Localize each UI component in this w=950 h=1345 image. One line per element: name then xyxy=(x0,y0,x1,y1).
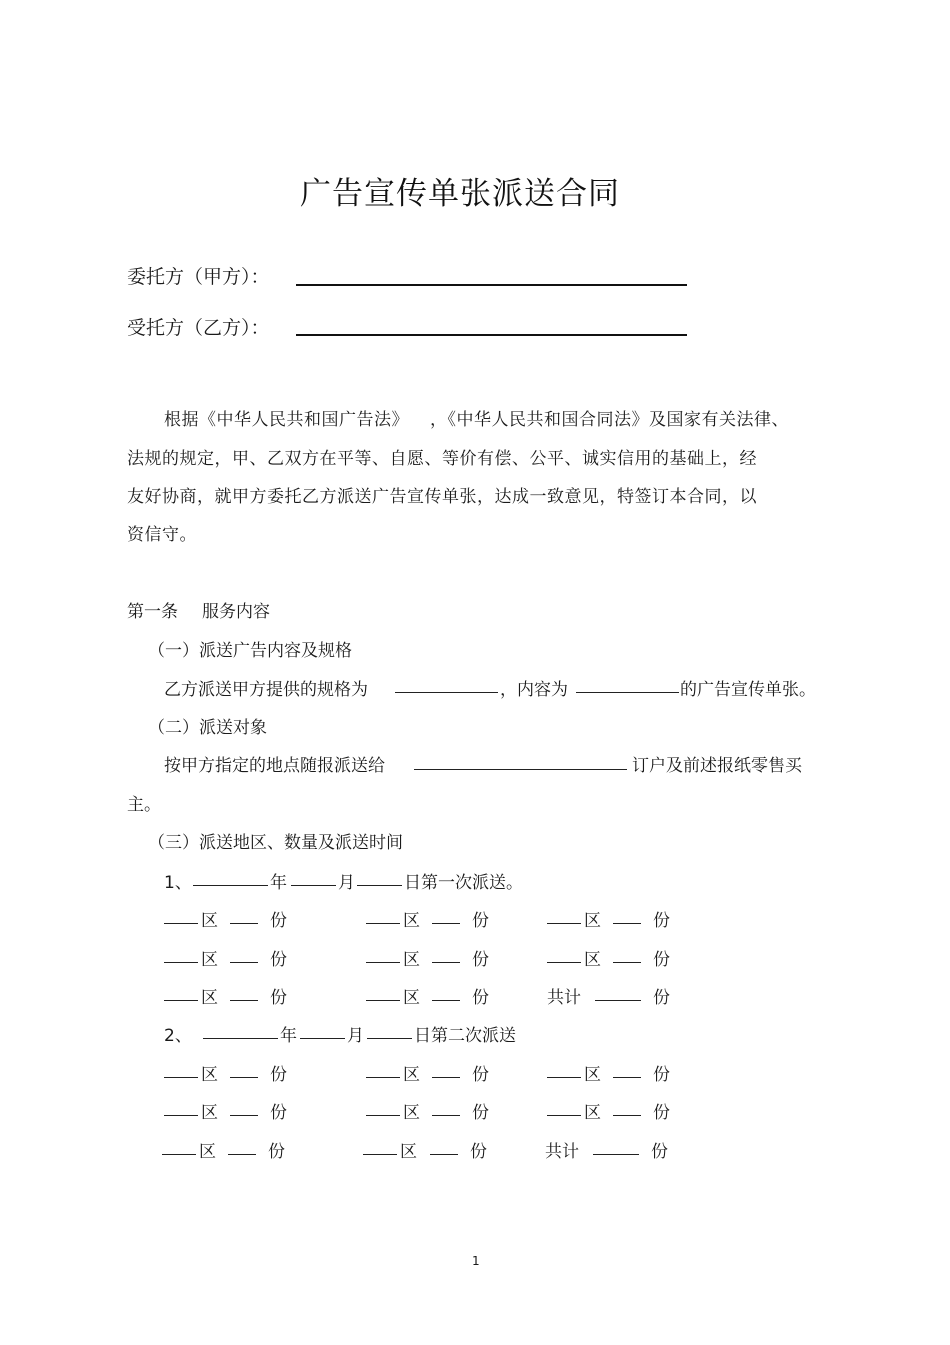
intro-line-1b: ，《中华人民共和国合同法》及国家有关法律、 xyxy=(430,410,789,430)
spec-text-a: 乙方派送甲方提供的规格为 xyxy=(164,680,368,700)
copies-blank[interactable] xyxy=(430,1154,458,1155)
copies-label: 份 xyxy=(653,950,670,970)
first-month-label: 月 xyxy=(338,873,355,893)
copies-label: 份 xyxy=(653,988,670,1008)
district-label: 区 xyxy=(403,1103,420,1123)
first-month-blank[interactable] xyxy=(291,885,336,886)
target-text-c: 主。 xyxy=(127,795,161,815)
copies-blank[interactable] xyxy=(230,1000,258,1001)
total-blank[interactable] xyxy=(595,1000,641,1001)
district-label: 区 xyxy=(403,911,420,931)
second-delivery-number: 2、 xyxy=(164,1026,192,1046)
intro-line-4: 资信守。 xyxy=(127,525,197,545)
copies-blank[interactable] xyxy=(613,962,641,963)
district-blank[interactable] xyxy=(366,1000,400,1001)
target-text-a: 按甲方指定的地点随报派送给 xyxy=(164,756,385,776)
copies-label: 份 xyxy=(270,911,287,931)
copies-label: 份 xyxy=(472,911,489,931)
district-label: 区 xyxy=(403,950,420,970)
first-day-blank[interactable] xyxy=(357,885,402,886)
copies-label: 份 xyxy=(472,1103,489,1123)
district-blank[interactable] xyxy=(366,923,400,924)
district-label: 区 xyxy=(584,911,601,931)
copies-blank[interactable] xyxy=(228,1154,256,1155)
second-day-blank[interactable] xyxy=(367,1038,412,1039)
copies-blank[interactable] xyxy=(432,1077,460,1078)
copies-label: 份 xyxy=(270,950,287,970)
first-delivery-number: 1、 xyxy=(164,873,192,893)
copies-blank[interactable] xyxy=(432,923,460,924)
copies-blank[interactable] xyxy=(230,962,258,963)
district-blank[interactable] xyxy=(547,1115,581,1116)
copies-blank[interactable] xyxy=(432,1000,460,1001)
second-month-blank[interactable] xyxy=(300,1038,345,1039)
district-label: 区 xyxy=(584,1103,601,1123)
copies-label: 份 xyxy=(472,950,489,970)
article-1-title: 服务内容 xyxy=(202,602,270,622)
contractor-label: 受托方（乙方）： xyxy=(127,317,270,339)
intro-line-3: 友好协商，就甲方委托乙方派送广告宣传单张，达成一致意见，特签订本合同，以 xyxy=(127,487,757,507)
total-label: 共计 xyxy=(547,988,581,1008)
page-number: 1 xyxy=(472,1254,480,1268)
document-title: 广告宣传单张派送合同 xyxy=(300,176,620,212)
district-blank[interactable] xyxy=(164,1077,198,1078)
district-blank[interactable] xyxy=(366,1115,400,1116)
copies-blank[interactable] xyxy=(432,962,460,963)
district-label: 区 xyxy=(201,911,218,931)
subsection-1-heading: （一）派送广告内容及规格 xyxy=(148,641,352,661)
district-blank[interactable] xyxy=(164,923,198,924)
district-blank[interactable] xyxy=(366,962,400,963)
district-label: 区 xyxy=(201,988,218,1008)
copies-label: 份 xyxy=(470,1142,487,1162)
subsection-2-heading: （二）派送对象 xyxy=(148,718,267,738)
copies-label: 份 xyxy=(472,1065,489,1085)
spec-text-b: ，内容为 xyxy=(500,680,568,700)
copies-label: 份 xyxy=(653,1065,670,1085)
copies-blank[interactable] xyxy=(230,923,258,924)
district-blank[interactable] xyxy=(164,1000,198,1001)
spec-blank[interactable] xyxy=(395,692,498,693)
spec-text-c: 的广告宣传单张。 xyxy=(680,680,816,700)
second-year-blank[interactable] xyxy=(203,1038,278,1039)
article-1-number: 第一条 xyxy=(127,602,178,622)
total-blank[interactable] xyxy=(593,1154,639,1155)
target-text-b: 订户及前述报纸零售买 xyxy=(632,756,802,776)
district-blank[interactable] xyxy=(164,1115,198,1116)
content-blank[interactable] xyxy=(576,692,679,693)
district-label: 区 xyxy=(403,988,420,1008)
district-label: 区 xyxy=(400,1142,417,1162)
copies-label: 份 xyxy=(268,1142,285,1162)
district-label: 区 xyxy=(201,1103,218,1123)
copies-label: 份 xyxy=(653,911,670,931)
copies-label: 份 xyxy=(270,1065,287,1085)
copies-label: 份 xyxy=(472,988,489,1008)
district-label: 区 xyxy=(199,1142,216,1162)
intro-line-1a: 根据《中华人民共和国广告法》 xyxy=(164,410,409,430)
district-label: 区 xyxy=(584,950,601,970)
copies-blank[interactable] xyxy=(432,1115,460,1116)
subsection-3-heading: （三）派送地区、数量及派送时间 xyxy=(148,833,403,853)
copies-label: 份 xyxy=(651,1142,668,1162)
copies-blank[interactable] xyxy=(613,1115,641,1116)
client-blank[interactable] xyxy=(296,284,687,286)
district-blank[interactable] xyxy=(366,1077,400,1078)
district-label: 区 xyxy=(403,1065,420,1085)
district-blank[interactable] xyxy=(164,962,198,963)
copies-blank[interactable] xyxy=(230,1077,258,1078)
total-label: 共计 xyxy=(545,1142,579,1162)
second-delivery-suffix: 日第二次派送 xyxy=(414,1026,516,1046)
district-label: 区 xyxy=(201,950,218,970)
copies-label: 份 xyxy=(653,1103,670,1123)
client-label: 委托方（甲方）： xyxy=(127,266,270,288)
copies-label: 份 xyxy=(270,988,287,1008)
second-month-label: 月 xyxy=(347,1026,364,1046)
newspaper-blank[interactable] xyxy=(414,769,627,770)
contractor-blank[interactable] xyxy=(296,334,687,336)
copies-label: 份 xyxy=(270,1103,287,1123)
district-blank[interactable] xyxy=(547,962,581,963)
district-label: 区 xyxy=(584,1065,601,1085)
copies-blank[interactable] xyxy=(613,1077,641,1078)
first-year-label: 年 xyxy=(270,873,287,893)
copies-blank[interactable] xyxy=(230,1115,258,1116)
district-blank[interactable] xyxy=(162,1154,196,1155)
district-blank[interactable] xyxy=(363,1154,397,1155)
district-blank[interactable] xyxy=(547,923,581,924)
intro-line-2: 法规的规定，甲、乙双方在平等、自愿、等价有偿、公平、诚实信用的基础上，经 xyxy=(127,449,757,469)
first-year-blank[interactable] xyxy=(193,885,268,886)
second-year-label: 年 xyxy=(280,1026,297,1046)
copies-blank[interactable] xyxy=(613,923,641,924)
first-delivery-suffix: 日第一次派送。 xyxy=(404,873,523,893)
district-blank[interactable] xyxy=(547,1077,581,1078)
district-label: 区 xyxy=(201,1065,218,1085)
